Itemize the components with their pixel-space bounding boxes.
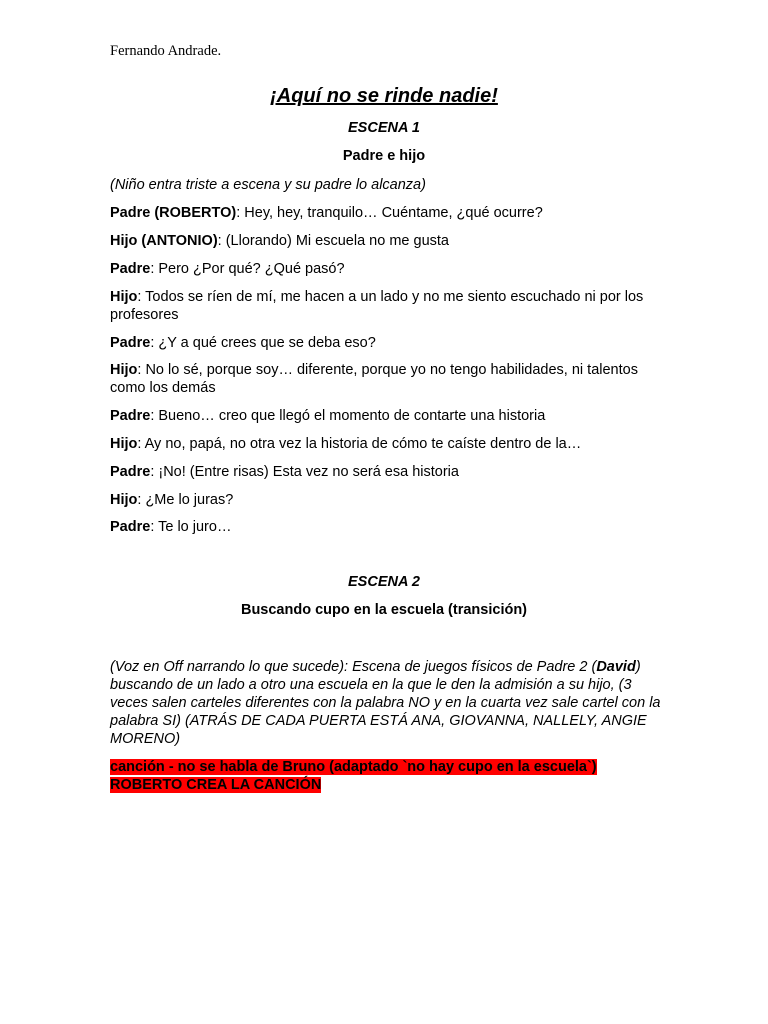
- dialogue-line: [110, 334, 665, 352]
- author-name: Fernando Andrade.: [110, 43, 222, 59]
- speaker: Hijo: [110, 362, 138, 378]
- line-text: : Bueno… creo que llegó el momento de contarte una historia: [150, 408, 546, 424]
- line-text: : No lo sé, porque soy… diferente, porque yo no tengo habilidades, ni talentos como los demás: [110, 362, 638, 396]
- dialogue-line: [110, 204, 665, 222]
- line-text: : Hey, hey, tranquilo… Cuéntame, ¿qué ocurre?: [236, 205, 543, 221]
- dialogue-line: [110, 463, 665, 481]
- scene2-narration: [110, 658, 665, 748]
- note-line: ROBERTO CREA LA CANCIÓN: [110, 777, 322, 793]
- dialogue-line: [110, 435, 665, 453]
- line-text: : Todos se ríen de mí, me hacen a un lado y no me siento escuchado ni por los profesores: [110, 289, 644, 323]
- line-text: : ¡No! (Entre risas) Esta vez no será esa historia: [150, 464, 459, 480]
- line-text: : ¿Me lo juras?: [137, 492, 234, 508]
- dialogue-line: [110, 232, 665, 250]
- line-text: : Pero ¿Por qué? ¿Qué pasó?: [150, 261, 345, 277]
- dialogue-line: [110, 361, 665, 397]
- dialogue-line: [110, 288, 665, 324]
- narration-text: (Voz en Off narrando lo que sucede): Escena de juegos físicos de Padre 2 (: [110, 659, 597, 675]
- document-title: ¡Aquí no se rinde nadie!: [270, 85, 498, 107]
- narration-name: David: [596, 659, 636, 675]
- dialogue-line: [110, 518, 665, 536]
- line-text: : Te lo juro…: [150, 519, 232, 535]
- scene1-subtitle: Padre e hijo: [342, 148, 426, 164]
- scene1-stage-direction: (Niño entra triste a escena y su padre lo alcanza): [110, 177, 426, 193]
- speaker: Padre: [110, 408, 151, 424]
- speaker: Padre (ROBERTO): [110, 205, 237, 221]
- speaker: Hijo: [110, 436, 138, 452]
- speaker: Padre: [110, 335, 151, 351]
- speaker: Hijo: [110, 289, 138, 305]
- highlighted-note: [110, 758, 665, 794]
- narration-text: ) buscando de un lado a otro una escuela en la que le den la admisión a su hijo, (3 veces salen carteles diferentes con la palabra NO y en la cuarta vez sale cartel con la palabra SI) (ATRÁS DE CADA PUERTA ESTÁ ANA, GIOVANNA, NALLELY, ANGIE MORENO): [110, 659, 661, 747]
- speaker: Padre: [110, 464, 151, 480]
- line-text: : ¿Y a qué crees que se deba eso?: [150, 335, 376, 351]
- speaker: Hijo: [110, 492, 138, 508]
- speaker: Hijo (ANTONIO): [110, 233, 218, 249]
- line-text: : Ay no, papá, no otra vez la historia de cómo te caíste dentro de la…: [137, 436, 582, 452]
- dialogue-line: [110, 407, 665, 425]
- dialogue-line: [110, 260, 665, 278]
- line-text: : (Llorando) Mi escuela no me gusta: [217, 233, 449, 249]
- scene1-heading: ESCENA 1: [348, 120, 420, 136]
- scene2-heading: ESCENA 2: [348, 574, 420, 590]
- speaker: Padre: [110, 261, 151, 277]
- dialogue-line: [110, 491, 665, 509]
- speaker: Padre: [110, 519, 151, 535]
- scene2-subtitle: Buscando cupo en la escuela (transición): [240, 602, 528, 618]
- note-line: canción - no se habla de Bruno (adaptado `no hay cupo en la escuela`): [110, 759, 597, 775]
